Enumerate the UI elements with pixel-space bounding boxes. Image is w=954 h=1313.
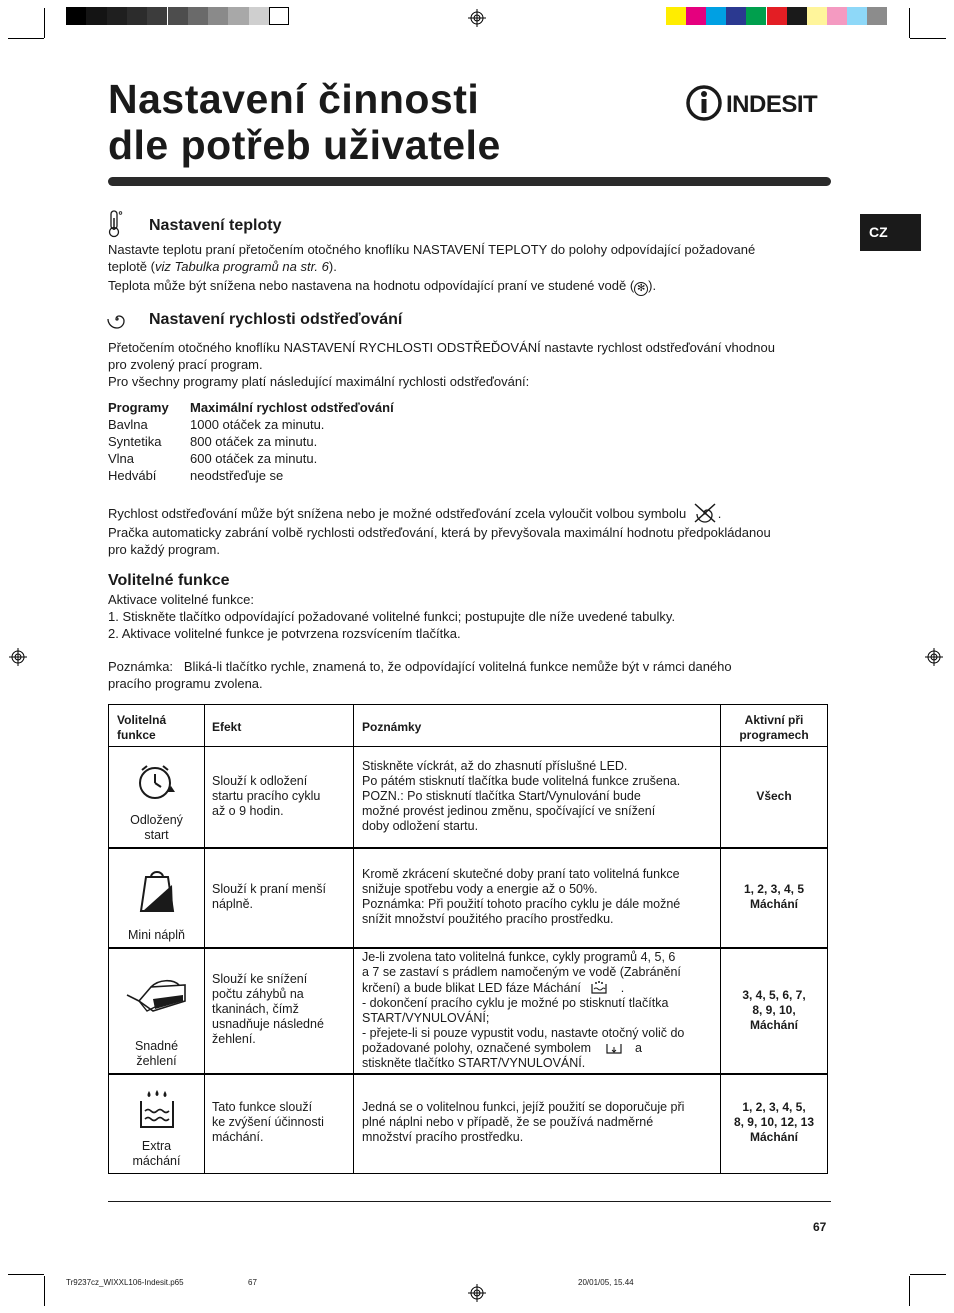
notes-line: Stiskněte víckrát, až do zhasnutí příslušné LED. bbox=[362, 759, 628, 773]
color-swatch bbox=[686, 7, 706, 25]
notes-line: - přejete-li si pouze vypustit vodu, nastavte otočný volič do bbox=[362, 1026, 685, 1040]
optional-text-3: 2. Aktivace volitelné funkce je potvrzena rozsvícením tlačítka. bbox=[108, 626, 461, 641]
table-divider bbox=[109, 847, 827, 849]
spin-text-3-line bbox=[108, 502, 838, 524]
title-line-1: Nastavení činnosti bbox=[108, 76, 480, 122]
notes-line: a 7 se zastaví s prádlem namočeným ve vodě (Zabránění bbox=[362, 965, 681, 979]
notes-line: Kromě zkrácení skutečné doby praní tato volitelná funkce bbox=[362, 867, 680, 881]
mini-load-label bbox=[109, 928, 204, 943]
header-notes: Poznámky bbox=[362, 720, 422, 734]
spin-row-program: Hedvábí bbox=[108, 468, 157, 483]
delayed-start-notes bbox=[362, 759, 717, 834]
note-text-1: Bliká-li tlačítko rychle, znamená to, že odpovídající volitelná funkce nemůže být v rámci daného bbox=[183, 659, 732, 674]
notes-line-text: krčení) a bude blikat LED fáze Máchání bbox=[362, 981, 581, 995]
temperature-paragraph bbox=[108, 241, 838, 296]
spin-row bbox=[108, 416, 508, 433]
temperature-text-5: ). bbox=[648, 278, 657, 293]
notes-period: . bbox=[620, 981, 625, 995]
effect-line: startu pracího cyklu bbox=[212, 789, 321, 803]
notes-line bbox=[362, 980, 719, 996]
spin-row bbox=[108, 433, 508, 450]
table-divider bbox=[204, 705, 205, 1173]
header-function-line-2: funkce bbox=[117, 728, 156, 742]
notes-line: START/VYNULOVÁNÍ; bbox=[362, 1011, 490, 1025]
notes-line: snižuje spotřebu vody a energie až o 50%. bbox=[362, 882, 598, 896]
optional-note-line bbox=[108, 658, 838, 675]
color-swatch bbox=[827, 7, 847, 25]
notes-line: doby odložení startu. bbox=[362, 819, 479, 833]
effect-line: Slouží ke snížení bbox=[212, 972, 308, 986]
notes-line: Je-li zvolena tato volitelná funkce, cykly programů 4, 5, 6 bbox=[362, 950, 676, 964]
spin-row bbox=[108, 467, 508, 484]
notes-line: Poznámka: Při použití tohoto pracího cyklu je dále možné bbox=[362, 897, 681, 911]
effect-line: žehlení. bbox=[212, 1032, 256, 1046]
optional-text-1: Aktivace volitelné funkce: bbox=[108, 592, 254, 607]
color-swatch bbox=[746, 7, 766, 25]
gray-swatch bbox=[228, 7, 248, 25]
cold-wash-icon: ✻ bbox=[634, 282, 648, 296]
drain-icon bbox=[603, 1041, 625, 1055]
footer-rule bbox=[108, 1201, 831, 1202]
mini-load-effect bbox=[212, 882, 350, 912]
active-line: Máchání bbox=[749, 1018, 798, 1032]
spin-paragraph-2 bbox=[108, 502, 838, 558]
notes-line: možné provést jedinou změnu, spočívající ve snížení bbox=[362, 804, 656, 818]
spin-list-rows bbox=[108, 416, 508, 484]
spin-row-speed: 800 otáček za minutu. bbox=[190, 434, 318, 449]
speed-column-label: Maximální rychlost odstřeďování bbox=[190, 400, 394, 415]
registration-mark-icon bbox=[468, 9, 486, 27]
crop-mark bbox=[44, 8, 45, 38]
color-swatch bbox=[666, 7, 686, 25]
gray-swatch bbox=[107, 7, 127, 25]
spin-row-speed: 1000 otáček za minutu. bbox=[190, 417, 325, 432]
effect-line: náplně. bbox=[212, 897, 254, 911]
header-active-programs bbox=[721, 713, 827, 743]
optional-text-2: 1. Stiskněte tlačítko odpovídající požadované volitelné funkci; postupujte dle níže uvedené tabulky. bbox=[108, 609, 676, 624]
mini-load-notes bbox=[362, 867, 717, 927]
active-line: 8, 9, 10, 12, 13 bbox=[733, 1115, 815, 1129]
function-name-line-1: Mini náplň bbox=[128, 928, 185, 942]
gray-swatch bbox=[86, 7, 106, 25]
program-table-reference: viz Tabulka programů na str. 6 bbox=[154, 259, 329, 274]
easy-iron-icon bbox=[123, 977, 191, 1019]
color-swatch bbox=[867, 7, 887, 25]
color-swatch bbox=[847, 7, 867, 25]
crop-mark bbox=[8, 38, 44, 39]
spacer bbox=[108, 642, 838, 658]
footer-date: 20/01/05, 15.44 bbox=[578, 1278, 634, 1287]
notes-line: Jedná se o volitelnou funkci, jejíž použití se doporučuje při bbox=[362, 1100, 685, 1114]
active-line: Máchání bbox=[749, 897, 798, 911]
spin-row-program: Bavlna bbox=[108, 417, 148, 432]
delayed-start-label bbox=[109, 813, 204, 843]
notes-line: množství pracího prostředku. bbox=[362, 1130, 524, 1144]
function-name-line-1: Snadné bbox=[134, 1039, 179, 1053]
gray-swatch bbox=[249, 7, 269, 25]
effect-line: Tato funkce slouží bbox=[212, 1100, 313, 1114]
note-text-2: pracího programu zvolena. bbox=[108, 676, 263, 691]
notes-and: a bbox=[635, 1041, 642, 1055]
optional-functions-text bbox=[108, 591, 838, 692]
gray-swatch bbox=[147, 7, 167, 25]
spin-text-2: Pro všechny programy platí následující maximální rychlosti odstřeďování: bbox=[108, 374, 530, 389]
crop-mark bbox=[910, 38, 946, 39]
temperature-text-3: ). bbox=[328, 259, 337, 274]
delayed-start-icon bbox=[133, 760, 181, 804]
temperature-text-line-3 bbox=[108, 277, 838, 296]
gray-swatch bbox=[66, 7, 86, 25]
function-name-line-2: máchání bbox=[132, 1154, 181, 1168]
active-line: 1, 2, 3, 4, 5 bbox=[743, 882, 805, 896]
active-line: 3, 4, 5, 6, 7, bbox=[742, 988, 806, 1002]
spin-paragraph bbox=[108, 339, 838, 390]
language-tab: CZ bbox=[860, 214, 921, 251]
rinse-icon bbox=[588, 980, 610, 994]
function-name-line-2: start bbox=[144, 828, 169, 842]
extra-rinse-notes bbox=[362, 1100, 719, 1145]
spin-spiral-icon bbox=[107, 309, 127, 329]
temperature-text-4: Teplota může být snížena nebo nastavena na hodnotu odpovídající praní ve studené vodě ( bbox=[108, 278, 635, 293]
header-active-line-2: programech bbox=[739, 728, 809, 742]
spin-row-speed: neodstřeďuje se bbox=[190, 468, 284, 483]
note-label: Poznámka: bbox=[108, 659, 174, 674]
thermometer-icon bbox=[107, 210, 123, 238]
header-active-line-1: Aktivní při bbox=[744, 713, 804, 727]
header-effect: Efekt bbox=[212, 720, 242, 734]
weight-icon bbox=[139, 865, 175, 913]
footer-file-name: Tr9237cz_WIXXL106-Indesit.p65 bbox=[66, 1278, 184, 1287]
effect-line: ke zvýšení účinnosti bbox=[212, 1115, 324, 1129]
active-line: 1, 2, 3, 4, 5, bbox=[742, 1100, 806, 1114]
registration-mark-icon bbox=[468, 1284, 486, 1302]
effect-line: máchání. bbox=[212, 1130, 264, 1144]
function-name-line-1: Odložený bbox=[130, 813, 183, 827]
page-number: 67 bbox=[813, 1220, 827, 1234]
brand-name: INDESIT bbox=[726, 91, 818, 118]
easy-iron-effect bbox=[212, 972, 350, 1047]
temperature-text-1: Nastavte teplotu praní přetočením otočného knoflíku NASTAVENÍ TEPLOTY do polohy odpovídající požadované bbox=[108, 242, 756, 257]
table-divider bbox=[109, 1073, 827, 1075]
programs-column-label: Programy bbox=[108, 400, 169, 415]
active-line: Máchání bbox=[749, 1130, 798, 1144]
page-title bbox=[108, 76, 501, 168]
registration-mark-icon bbox=[9, 648, 27, 666]
delayed-start-active bbox=[721, 789, 827, 804]
spin-row-speed: 600 otáček za minutu. bbox=[190, 451, 318, 466]
effect-line: až o 9 hodin. bbox=[212, 804, 284, 818]
effect-line: tkaninách, čímž bbox=[212, 1002, 299, 1016]
easy-iron-notes bbox=[362, 950, 719, 1071]
effect-line: počtu záhybů na bbox=[212, 987, 304, 1001]
spin-row-program: Syntetika bbox=[108, 434, 162, 449]
spin-row bbox=[108, 450, 508, 467]
no-spin-icon bbox=[692, 502, 718, 524]
extra-rinse-effect bbox=[212, 1100, 350, 1145]
temperature-text-2: teplotě ( bbox=[108, 259, 155, 274]
extra-rinse-icon bbox=[137, 1089, 177, 1131]
spin-list-header bbox=[108, 399, 508, 416]
optional-functions-heading: Volitelné funkce bbox=[108, 572, 230, 589]
notes-line: - dokončení pracího cyklu je možné po stisknutí tlačítka bbox=[362, 996, 669, 1010]
color-swatch bbox=[807, 7, 827, 25]
table-divider bbox=[353, 705, 354, 1173]
mini-load-active bbox=[721, 882, 827, 912]
gray-swatch bbox=[188, 7, 208, 25]
effect-line: usnadňuje následné bbox=[212, 1017, 324, 1031]
function-name-line-2: žehlení bbox=[136, 1054, 177, 1068]
crop-mark bbox=[44, 1276, 45, 1306]
spin-text-4: Pračka automaticky zabrání volbě rychlosti odstřeďování, která by převyšovala maximální hodnotu předpokládanou bbox=[108, 525, 771, 540]
spin-text-3: Rychlost odstřeďování může být snížena nebo je možné odstřeďování zcela vyloučit volbou symbolu bbox=[108, 506, 687, 521]
spin-text-4b: pro každý program. bbox=[108, 542, 220, 557]
indesit-logo-icon bbox=[686, 84, 726, 124]
crop-mark bbox=[8, 1274, 44, 1275]
gray-swatch bbox=[269, 7, 289, 25]
easy-iron-label bbox=[109, 1039, 204, 1069]
active-line: 8, 9, 10, bbox=[752, 1003, 796, 1017]
function-name-line-1: Extra bbox=[141, 1139, 172, 1153]
effect-line: Slouží k odložení bbox=[212, 774, 308, 788]
notes-line: stiskněte tlačítko START/VYNULOVÁNÍ. bbox=[362, 1056, 586, 1070]
table-divider bbox=[109, 746, 827, 747]
indesit-logo bbox=[686, 84, 832, 124]
crop-mark bbox=[909, 1276, 910, 1306]
notes-line: plné náplni nebo v případě, že se používá nadměrné bbox=[362, 1115, 654, 1129]
active-line: Všech bbox=[756, 789, 792, 803]
gray-swatch bbox=[127, 7, 147, 25]
spin-text-1: Přetočením otočného knoflíku NASTAVENÍ RYCHLOSTI ODSTŘEĎOVÁNÍ nastavte rychlost odstřeďování vhodnou bbox=[108, 340, 775, 355]
optional-functions-table bbox=[108, 704, 828, 1174]
effect-line: Slouží k praní menší bbox=[212, 882, 326, 896]
header-function bbox=[117, 713, 202, 743]
crop-mark bbox=[910, 1274, 946, 1275]
notes-line: Po pátém stisknutí tlačítka bude volitelná funkce zrušena. bbox=[362, 774, 681, 788]
temperature-text-line-2 bbox=[108, 258, 838, 275]
title-line-2: dle potřeb uživatele bbox=[108, 122, 501, 168]
notes-line bbox=[362, 1041, 719, 1056]
table-divider bbox=[109, 947, 827, 949]
notes-line-text: požadované polohy, označené symbolem bbox=[362, 1041, 592, 1055]
extra-rinse-active bbox=[721, 1100, 827, 1145]
gray-swatch bbox=[168, 7, 188, 25]
notes-line: snížit množství použitého pracího prostředku. bbox=[362, 912, 614, 926]
spin-row-program: Vlna bbox=[108, 451, 135, 466]
easy-iron-active bbox=[721, 988, 827, 1033]
registration-mark-icon bbox=[925, 648, 943, 666]
spin-text-3-end: . bbox=[717, 506, 722, 521]
footer-page: 67 bbox=[248, 1278, 257, 1287]
color-swatch bbox=[767, 7, 787, 25]
temperature-heading: Nastavení teploty bbox=[149, 217, 282, 234]
header-function-line-1: Volitelná bbox=[117, 713, 167, 727]
spin-text-1b: pro zvolený prací program. bbox=[108, 357, 263, 372]
notes-line: POZN.: Po stisknutí tlačítka Start/Vynulování bude bbox=[362, 789, 641, 803]
delayed-start-effect bbox=[212, 774, 350, 819]
color-swatch bbox=[726, 7, 746, 25]
gray-swatch bbox=[208, 7, 228, 25]
spin-heading: Nastavení rychlosti odstřeďování bbox=[149, 311, 403, 328]
color-swatch bbox=[706, 7, 726, 25]
title-divider-bar bbox=[108, 177, 831, 186]
crop-mark bbox=[909, 8, 910, 38]
spin-speed-list bbox=[108, 399, 508, 484]
extra-rinse-label bbox=[109, 1139, 204, 1169]
color-swatch bbox=[787, 7, 807, 25]
